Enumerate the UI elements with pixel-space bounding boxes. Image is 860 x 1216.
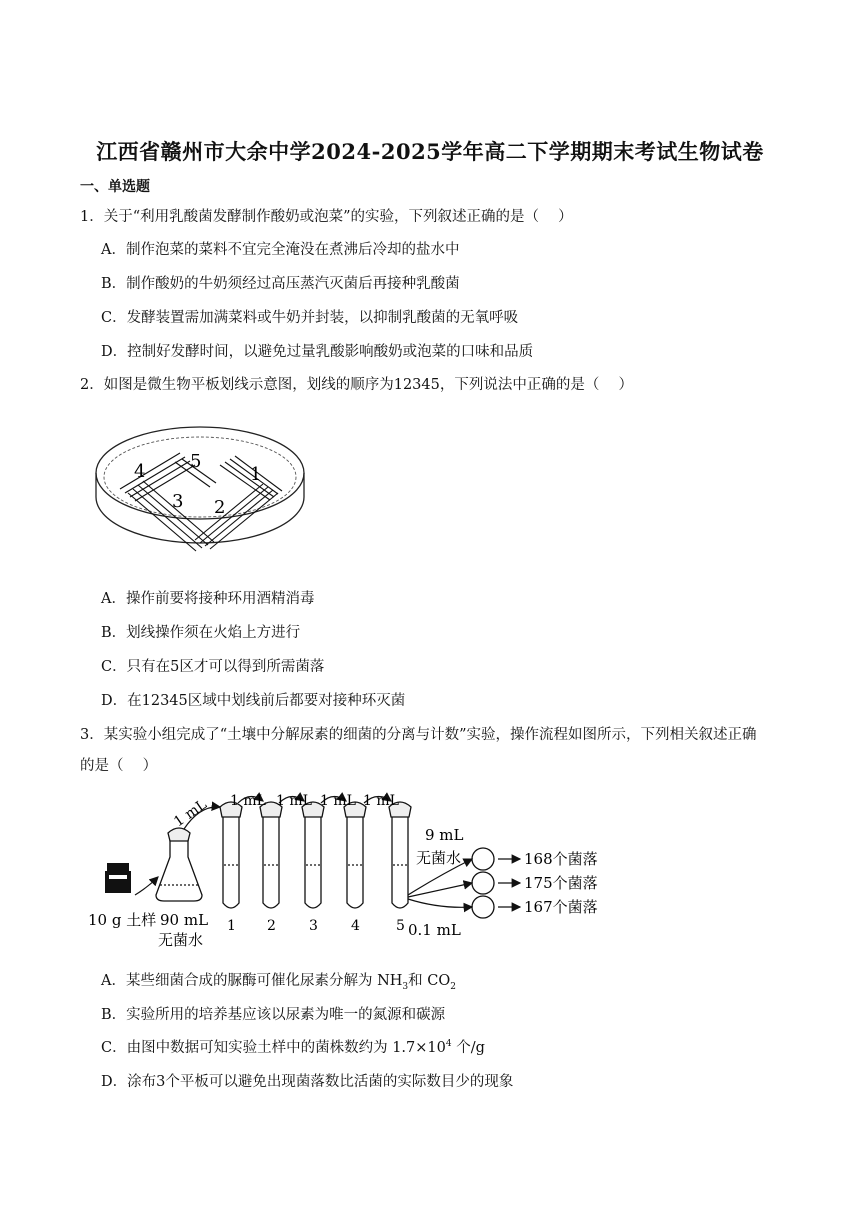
serial-dilution-figure xyxy=(80,785,620,950)
q3-option-b: B．实验所用的培养基应该以尿素为唯一的氮源和碳源 xyxy=(101,1007,446,1023)
tube-3-icon xyxy=(302,802,324,908)
q1-option-d: D．控制好发酵时间，以避免过量乳酸影响酸奶或泡菜的口味和品质 xyxy=(101,344,534,360)
q3-option-a: A．某些细菌合成的脲酶可催化尿素分解为 $NH_3$和 $CO_2$ xyxy=(101,973,456,992)
tube-number-2: 2 xyxy=(267,918,276,934)
page-title: 江西省赣州市大余中学2024-2025学年高二下学期期末考试生物试卷 xyxy=(96,139,764,164)
tube-5-icon xyxy=(389,802,411,908)
region-label-3: 3 xyxy=(172,491,184,512)
transfer-volume-4: 1 mL xyxy=(363,793,399,809)
plate-1-icon xyxy=(472,848,494,870)
tube-water-label: 无菌水 xyxy=(416,849,462,867)
plate-2-icon xyxy=(472,872,494,894)
q2-option-d: D．在12345区域中划线前后都要对接种环灭菌 xyxy=(101,693,406,709)
q2-option-a: A．操作前要将接种环用酒精消毒 xyxy=(101,591,315,607)
q1-option-c: C．发酵装置需加满菜料或牛奶并封装，以抑制乳酸菌的无氧呼吸 xyxy=(101,310,519,326)
q2-option-b: B．划线操作须在火焰上方进行 xyxy=(101,625,301,641)
flask-icon xyxy=(156,828,202,901)
transfer-volume-3: 1 mL xyxy=(320,793,356,809)
q1-option-a: A．制作泡菜的菜料不宜完全淹没在煮沸后冷却的盐水中 xyxy=(101,242,460,258)
first-transfer-volume: 1 mL xyxy=(171,796,210,831)
plate-3-icon xyxy=(472,896,494,918)
q3-option-c: C．由图中数据可知实验土样中的菌株数约为 $1.7\times 10^4$ 个/g xyxy=(101,1039,485,1056)
tube-number-1: 1 xyxy=(227,918,236,934)
tube-volume-label: 9 mL xyxy=(425,826,464,844)
flask-volume-label: 90 mL xyxy=(160,911,209,929)
question-3-stem-line1: 3．某实验小组完成了“土壤中分解尿素的细菌的分离与计数”实验，操作流程如图所示，下列相关叙述正确 xyxy=(80,727,757,743)
soil-sample-label: 10 g 土样 xyxy=(88,911,157,929)
region-label-1: 1 xyxy=(250,464,262,485)
region-label-5: 5 xyxy=(190,451,202,472)
colony-count-1: 168个菌落 xyxy=(524,850,598,868)
transfer-volume-1: 1 mL xyxy=(230,793,266,809)
q2-option-c: C．只有在5区才可以得到所需菌落 xyxy=(101,659,325,675)
question-3-stem-line2: 的是（ ） xyxy=(80,758,158,774)
tube-1-icon xyxy=(220,802,242,908)
flask-water-label: 无菌水 xyxy=(158,931,204,949)
tube-number-3: 3 xyxy=(309,918,318,934)
streak-plate-figure xyxy=(90,415,310,555)
plating-volume-label: 0.1 mL xyxy=(408,921,461,939)
soil-container-icon xyxy=(105,863,131,893)
section-heading: 一、单选题 xyxy=(80,179,150,195)
tube-number-4: 4 xyxy=(351,918,360,934)
q1-option-b: B．制作酸奶的牛奶须经过高压蒸汽灭菌后再接种乳酸菌 xyxy=(101,276,460,292)
tube-number-5: 5 xyxy=(396,918,405,934)
tube-4-icon xyxy=(344,802,366,908)
tube-2-icon xyxy=(260,802,282,908)
question-2-stem: 2．如图是微生物平板划线示意图，划线的顺序为12345，下列说法中正确的是（ ） xyxy=(80,377,633,393)
region-label-2: 2 xyxy=(214,497,226,518)
colony-count-2: 175个菌落 xyxy=(524,874,598,892)
question-1-stem: 1．关于“利用乳酸菌发酵制作酸奶或泡菜”的实验，下列叙述正确的是（ ） xyxy=(80,209,573,225)
transfer-volume-2: 1 mL xyxy=(276,793,312,809)
region-label-4: 4 xyxy=(134,461,146,482)
q3-option-d: D．涂布3个平板可以避免出现菌落数比活菌的实际数目少的现象 xyxy=(101,1074,514,1090)
colony-count-3: 167个菌落 xyxy=(524,898,598,916)
